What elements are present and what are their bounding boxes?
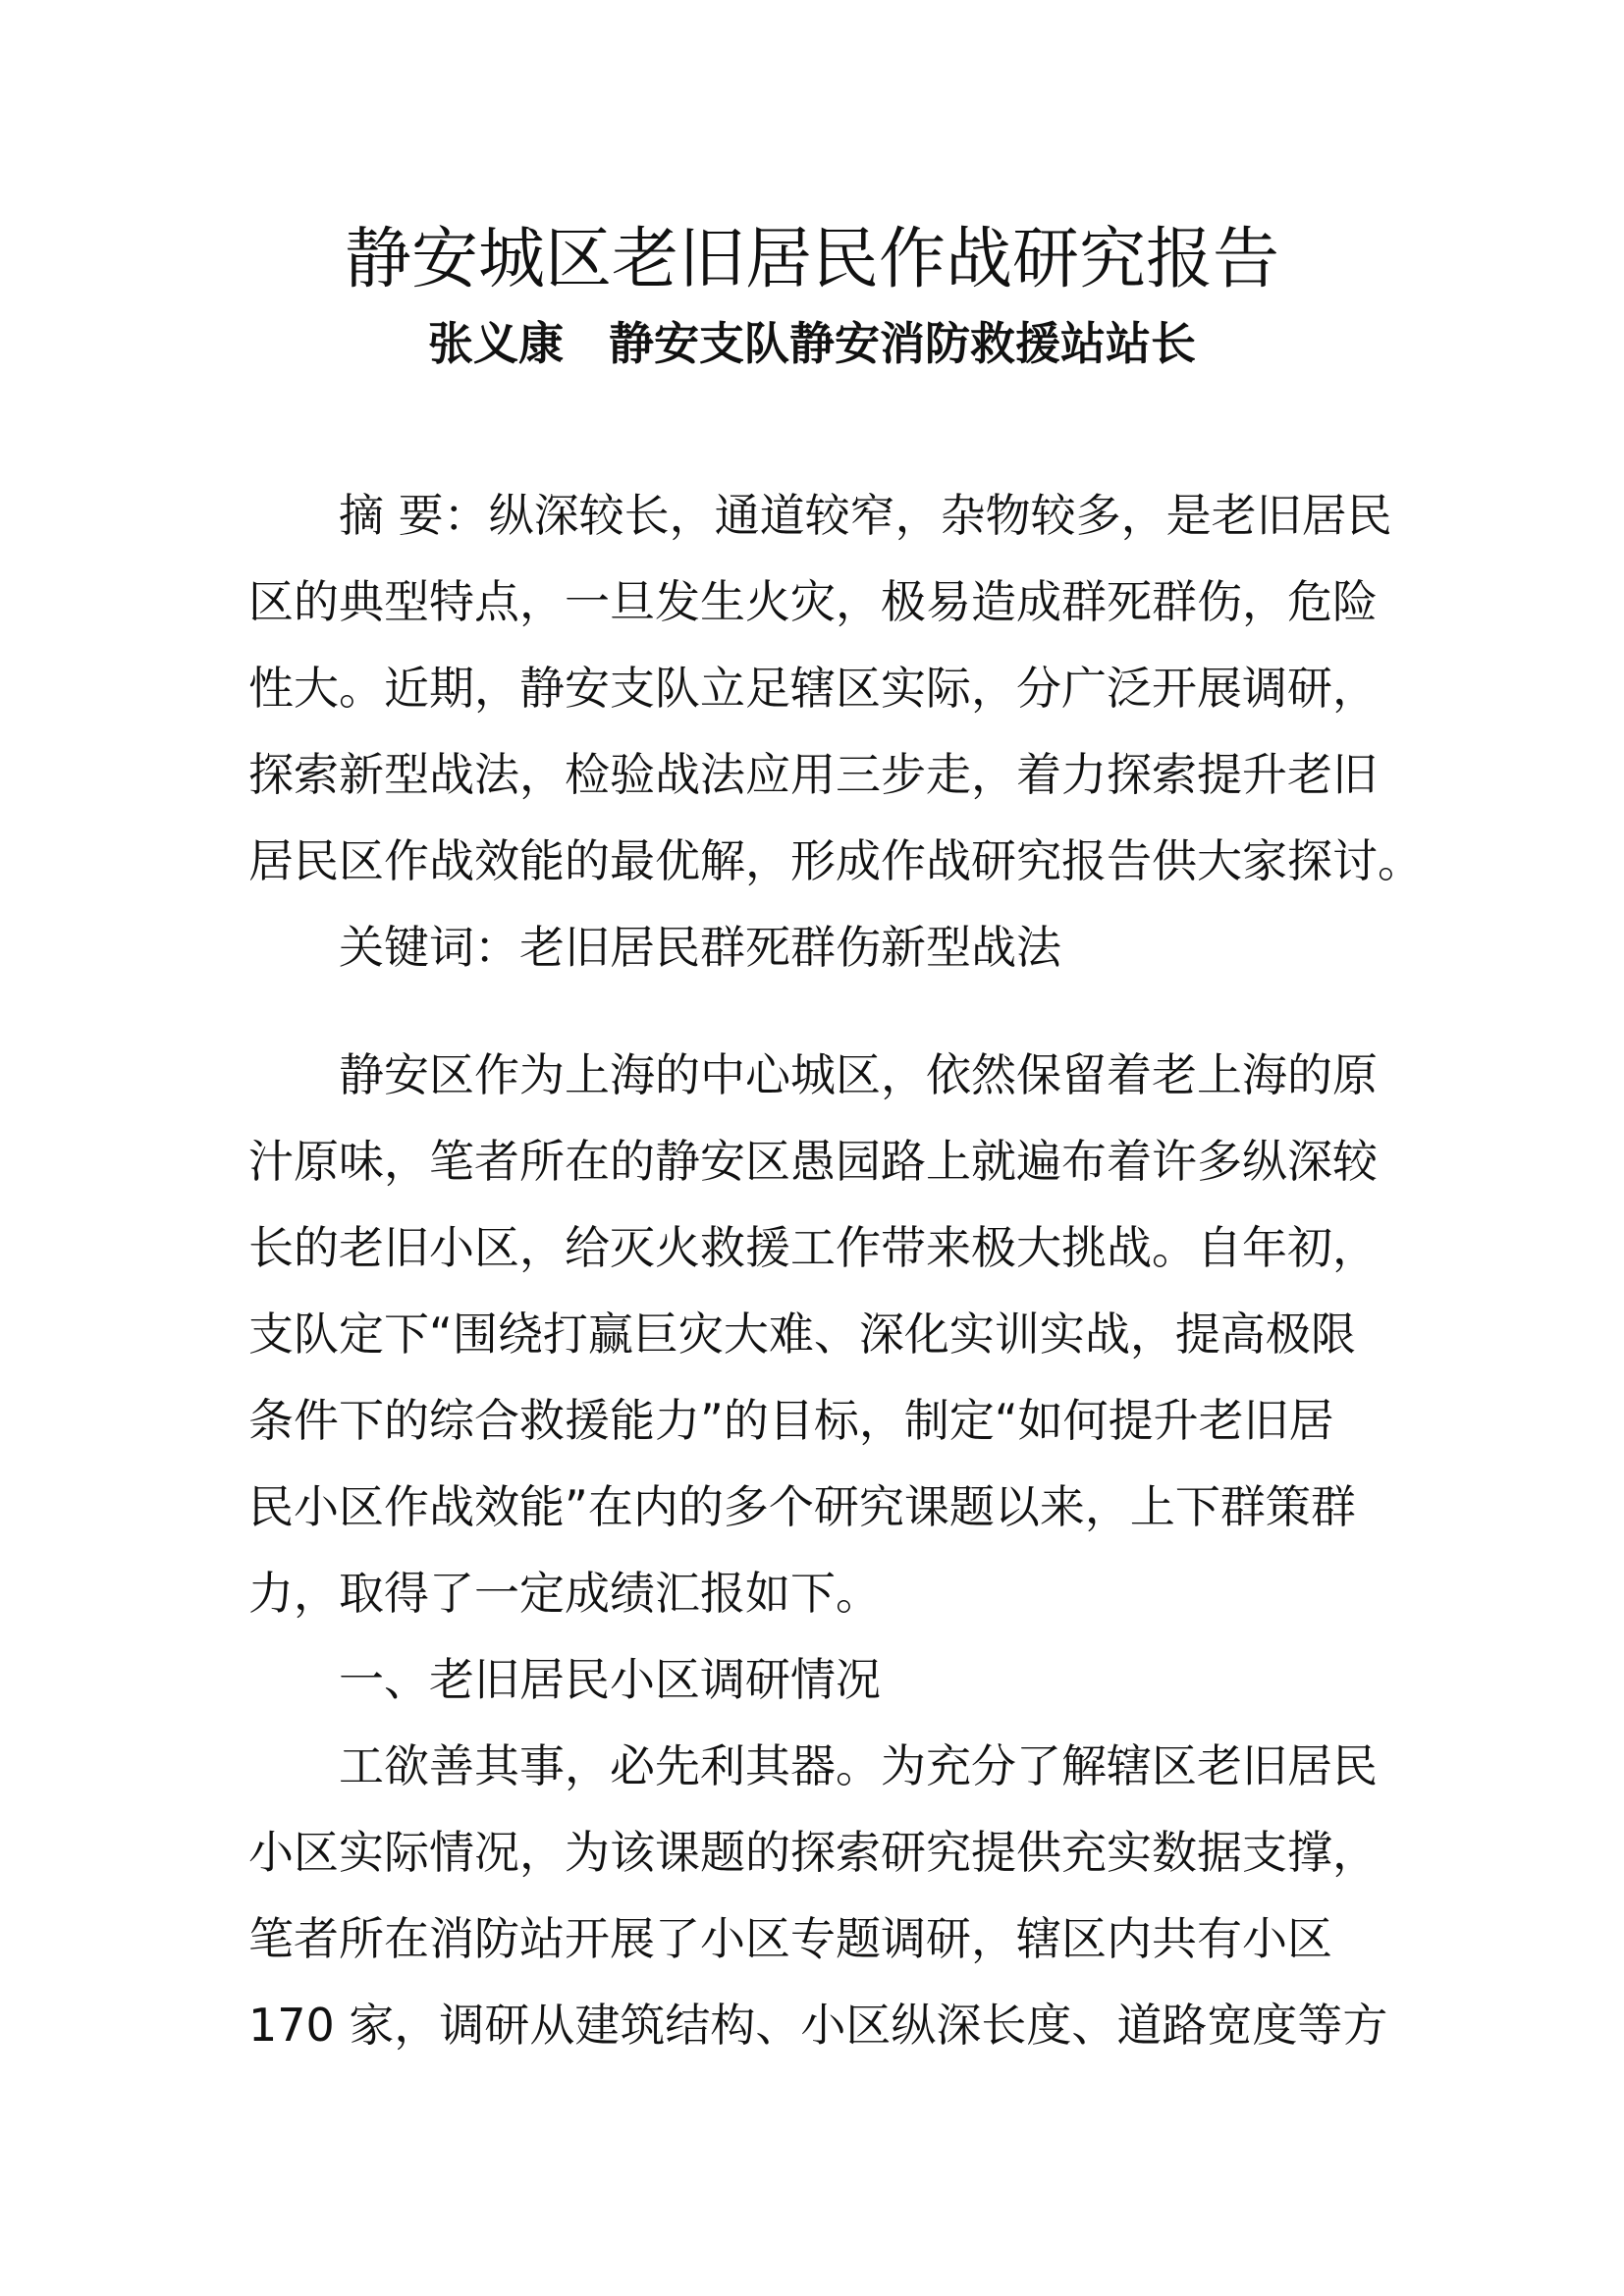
paragraph-line: 长的老旧小区，给灭火救援工作带来极大挑战。自年初， [248,1221,1378,1274]
section-heading: 一、老旧居民小区调研情况 [339,1653,881,1706]
abstract-line: 区的典型特点，一旦发生火灾，极易造成群死群伤，危险 [248,575,1378,628]
paragraph-line: 静安区作为上海的中心城区，依然保留着老上海的原 [339,1048,1378,1101]
paragraph-line: 民小区作战效能”在内的多个研究课题以来，上下群策群 [248,1480,1356,1533]
paragraph-line: 力，取得了一定成绩汇报如下。 [248,1567,881,1620]
page-title: 静安城区老旧居民作战研究报告 [344,221,1279,298]
author-byline: 张义康 静安支队静安消防救援站站长 [428,317,1196,370]
paragraph-line: 笔者所在消防站开展了小区专题调研，辖区内共有小区 [248,1912,1332,1965]
paragraph-line: 工欲善其事，必先利其器。为充分了解辖区老旧居民 [339,1739,1378,1792]
paragraph-line: 支队定下“围绕打赢巨灾大难、深化实训实战，提高极限 [248,1308,1356,1361]
paragraph-line: 小区实际情况，为该课题的探索研究提供充实数据支撑， [248,1826,1378,1879]
abstract-line: 性大。近期，静安支队立足辖区实际，分广泛开展调研， [248,662,1378,715]
abstract-line: 摘 要：纵深较长，通道较窄，杂物较多，是老旧居民 [339,489,1392,542]
paragraph-line: 条件下的综合救援能力”的目标，制定“如何提升老旧居 [248,1394,1334,1447]
abstract-line: 居民区作战效能的最优解，形成作战研究报告供大家探讨。 [248,834,1423,887]
paragraph-line: 汁原味，笔者所在的静安区愚园路上就遍布着许多纵深较 [248,1135,1378,1188]
keywords-line: 关键词：老旧居民群死群伤新型战法 [339,921,1061,974]
paragraph-line: 170 家，调研从建筑结构、小区纵深长度、道路宽度等方 [248,1999,1388,2052]
abstract-line: 探索新型战法，检验战法应用三步走，着力探索提升老旧 [248,748,1378,801]
